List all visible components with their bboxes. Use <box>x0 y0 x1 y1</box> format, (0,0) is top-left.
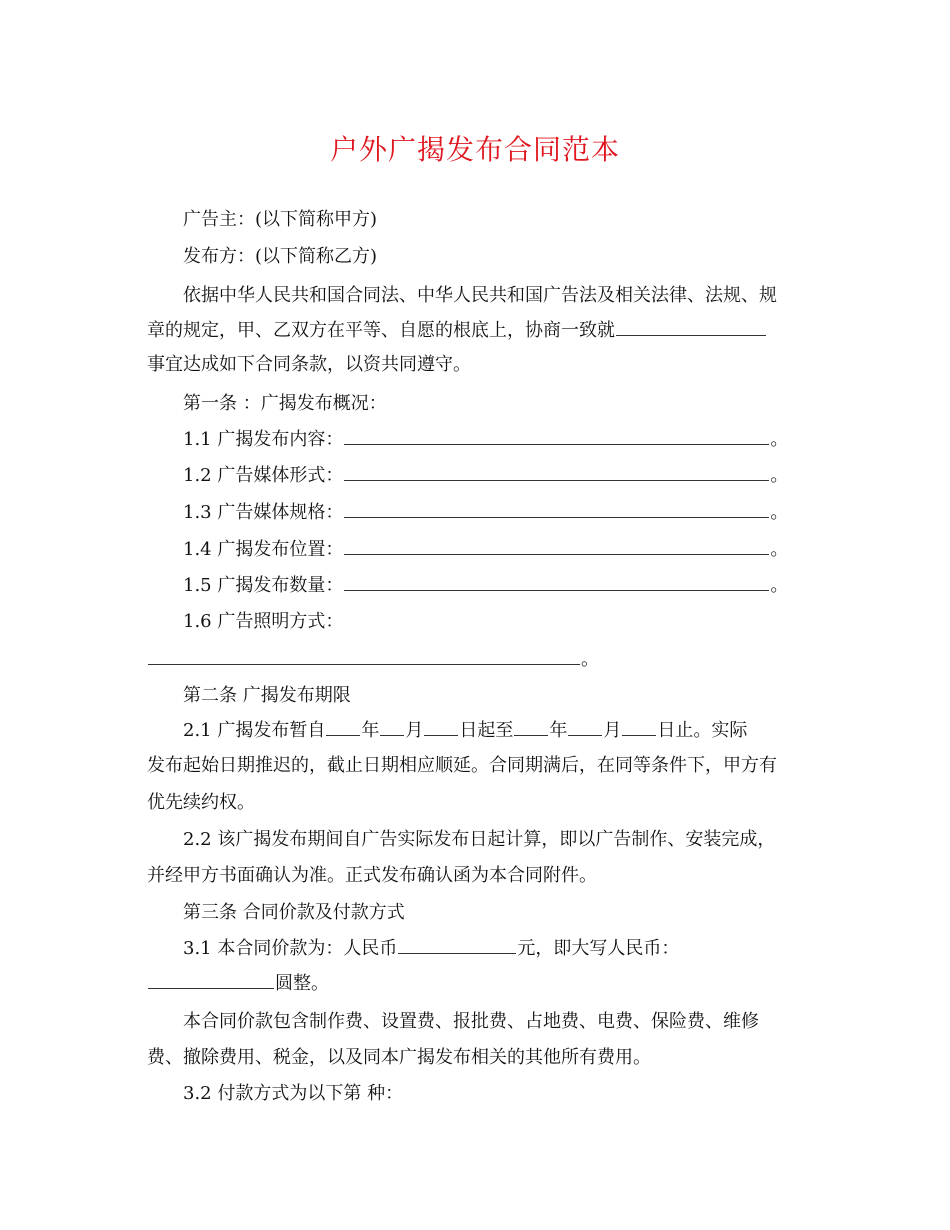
item-1-2-blank <box>344 462 769 481</box>
item-1-4 <box>183 536 788 564</box>
item-1-3-end: 。 <box>770 502 789 523</box>
item-1-2-end: 。 <box>770 465 789 486</box>
fees-line-1: 本合同价款包含制作费、设置费、报批费、占地费、电费、保险费、维修 <box>183 1011 759 1032</box>
clause-2-1-line-2: 发布起始日期推迟的，截止日期相应顺延。合同期满后，在同等条件下，甲方有 <box>147 755 777 776</box>
subject-blank <box>616 317 766 336</box>
item-1-4-blank <box>344 536 769 555</box>
preamble-line-2 <box>147 317 767 345</box>
item-1-4-label: 1.4 广揭发布位置： <box>183 539 344 560</box>
item-1-5-end: 。 <box>770 575 789 596</box>
publisher-line: 发布方：(以下简称乙方) <box>183 246 378 267</box>
item-1-6-continuation <box>147 646 599 674</box>
clause-3-1-suffix: 圆整。 <box>275 973 329 994</box>
item-1-2-label: 1.2 广告媒体形式： <box>183 465 344 486</box>
item-1-1 <box>183 426 788 454</box>
end-year-blank <box>514 717 548 736</box>
start-year-label: 年 <box>361 720 380 741</box>
start-day-blank <box>424 717 458 736</box>
price-words-blank <box>148 970 274 989</box>
clause-3-1-line-2 <box>147 970 329 998</box>
clause-2-1-line-3: 优先续约权。 <box>147 792 255 813</box>
start-year-blank <box>326 717 360 736</box>
advertiser-line: 广告主：(以下简称甲方) <box>183 209 378 230</box>
document-title: 户外广揭发布合同范本 <box>329 133 620 166</box>
article-2-heading: 第二条 广揭发布期限 <box>183 685 351 706</box>
clause-2-2-line-1: 2.2 该广揭发布期间自广告实际发布日起计算，即以广告制作、安装完成， <box>183 829 776 850</box>
start-day-label: 日起至 <box>459 720 514 741</box>
start-month-blank <box>380 717 404 736</box>
item-1-6-blank <box>148 646 580 665</box>
end-day-label: 日止。实际 <box>657 720 748 741</box>
clause-3-1-prefix: 3.1 本合同价款为：人民币 <box>183 938 398 959</box>
fees-line-2: 费、撤除费用、税金，以及同本广揭发布相关的其他所有费用。 <box>147 1047 651 1068</box>
clause-3-1-line-1 <box>183 935 679 963</box>
price-amount-blank <box>398 935 516 954</box>
end-month-blank <box>568 717 602 736</box>
preamble-line-3: 事宜达成如下合同条款，以资共同遵守。 <box>147 354 471 375</box>
item-1-5-label: 1.5 广揭发布数量： <box>183 575 344 596</box>
preamble-line-2-text: 章的规定，甲、乙双方在平等、自愿的根底上，协商一致就 <box>147 320 615 341</box>
item-1-5-blank <box>344 572 769 591</box>
clause-2-1-line-1 <box>183 717 747 745</box>
start-month-label: 月 <box>405 720 424 741</box>
clause-3-2: 3.2 付款方式为以下第 种： <box>183 1083 404 1104</box>
clause-2-2-line-2: 并经甲方书面确认为准。正式发布确认函为本合同附件。 <box>147 865 597 886</box>
article-1-heading: 第一条 ：广揭发布概况： <box>183 393 387 414</box>
item-1-3-label: 1.3 广告媒体规格： <box>183 502 344 523</box>
end-year-label: 年 <box>549 720 568 741</box>
clause-3-1-yuan: 元，即大写人民币： <box>517 938 680 959</box>
article-3-heading: 第三条 合同价款及付款方式 <box>183 902 405 923</box>
item-1-2 <box>183 462 788 490</box>
end-day-blank <box>622 717 656 736</box>
item-1-6: 1.6 广告照明方式： <box>183 611 344 632</box>
item-1-3-blank <box>344 499 769 518</box>
item-1-4-end: 。 <box>770 539 789 560</box>
item-1-5 <box>183 572 788 600</box>
clause-2-1-prefix: 2.1 广揭发布暂自 <box>183 720 326 741</box>
item-1-1-end: 。 <box>770 429 789 450</box>
preamble-line-1: 依据中华人民共和国合同法、中华人民共和国广告法及相关法律、法规、规 <box>183 285 777 306</box>
item-1-1-label: 1.1 广揭发布内容： <box>183 429 344 450</box>
end-month-label: 月 <box>603 720 622 741</box>
item-1-1-blank <box>344 426 769 445</box>
item-1-6-end: 。 <box>581 649 599 670</box>
item-1-3 <box>183 499 788 527</box>
